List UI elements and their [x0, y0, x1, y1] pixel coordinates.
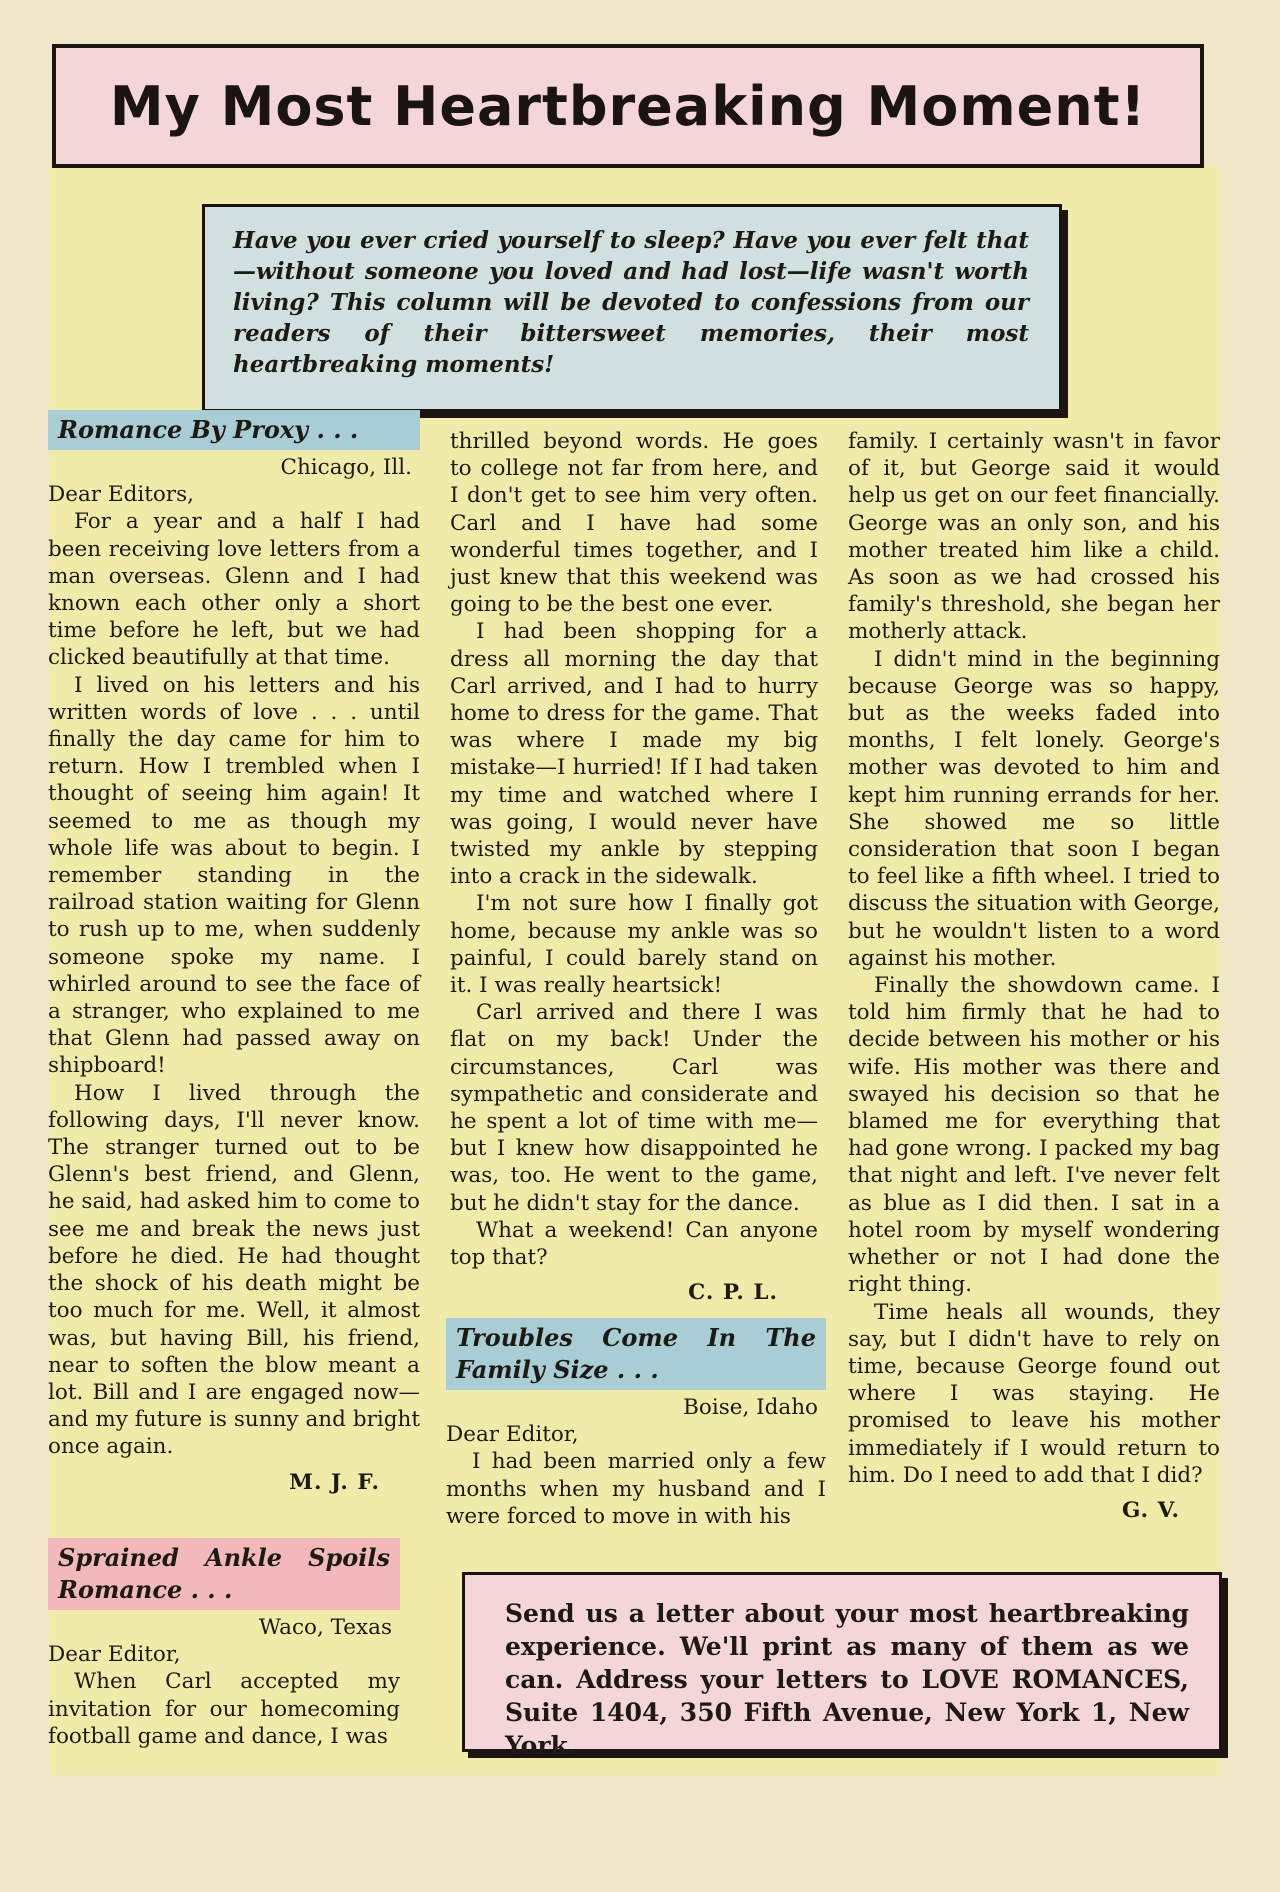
letter3-paragraph: I didn't mind in the beginning because George was so happy, but as the weeks faded into months, I felt lonely. George's mother was devoted to him and kept him running errands for her. She showed me so little consideration that soon I began to feel like a fifth wheel. I tried to discuss the situation with George, but he wouldn't listen to a word against his mother. [848, 646, 1220, 971]
letter1-paragraph: I lived on his letters and his written words of love . . . until finally the day came for him to return. How I trembled when I thought of seeing him again! It seemed to me as though my whole life was about to begin. I remember standing in the railroad station waiting for Glenn to rush up to me, when suddenly someone spoke my name. I whirled around to see the face of a stranger, who explained to me that Glenn had passed away on shipboard! [48, 672, 420, 1079]
submission-box [462, 1572, 1222, 1760]
column-1 [48, 410, 420, 1496]
letter2-paragraph: I'm not sure how I finally got home, because my ankle was so painful, I could barely stand on it. I was really heartsick! [450, 891, 818, 999]
letter2-paragraph: I had been shopping for a dress all morning the day that Carl arrived, and I had to hurry home to dress for the game. That was where I made my big mistake—I hurried! If I had taken my time and watched where I was going, I would never have twisted my ankle by stepping into a crack in the sidewalk. [450, 619, 818, 890]
column-2 [450, 428, 818, 1307]
letter1-place: Chicago, Ill. [280, 455, 412, 480]
letter2-start [48, 1538, 400, 1750]
letter2-place: Waco, Texas [258, 1615, 392, 1640]
page-title: My Most Heartbreaking Moment! [109, 74, 1147, 138]
letter2-salutation: Dear Editor, [48, 1642, 181, 1668]
title-banner [52, 44, 1204, 168]
letter3-place: Boise, Idaho [683, 1395, 818, 1420]
intro-box [202, 204, 1062, 412]
letter3-signature: G. V. [1122, 1497, 1180, 1523]
letter3-heading: Troubles Come In The Family Size . . . [446, 1318, 826, 1390]
letter1-signature: M. J. F. [289, 1469, 380, 1495]
letter2-heading: Sprained Ankle Spoils Romance . . . [48, 1538, 400, 1610]
submission-text: Send us a letter about your most heartbreaking experience. We'll print as many of them as we can. Address your letters to LOVE ROMANCES, Suite 1404, 350 Fifth Avenue, New York 1, New York. [505, 1599, 1189, 1760]
letter2-paragraph: What a weekend! Can anyone top that? [450, 1217, 818, 1271]
letter3-paragraph: Time heals all wounds, they say, but I didn't have to rely on time, because George found out where I was staying. He promised to leave his mother immediately if I would return to him. Do I need to add that I did? [848, 1299, 1220, 1488]
letter2-signature: C. P. L. [688, 1280, 778, 1306]
letter2-paragraph: Carl arrived and there I was flat on my back! Under the circumstances, Carl was sympathetic and considerate and he spent a lot of time with me—but I knew how disappointed he was, too. He went to the game, but he didn't stay for the dance. [450, 1000, 818, 1216]
letter3-salutation: Dear Editor, [446, 1422, 579, 1448]
letter1-paragraph: How I lived through the following days, I'll never know. The stranger turned out to be Glenn's best friend, and Glenn, he said, had asked him to come to see me and break the news just before he died. He had thought the shock of his death might be too much for me. Well, it almost was, but having Bill, his friend, near to soften the blow meant a lot. Bill and I are engaged now—and my future is sunny and bright once again. [48, 1080, 420, 1460]
letter3-paragraph: family. I certainly wasn't in favor of it, but George said it would help us get on our feet financially. George was an only son, and his mother treated him like a child. As soon as we had crossed his family's threshold, she began her motherly attack. [848, 429, 1220, 645]
letter3-paragraph: I had been married only a few months when my husband and I were forced to move in with his [446, 1449, 826, 1529]
letter3-paragraph: Finally the showdown came. I told him firmly that he had to decide between his mother or his wife. His mother was there and swayed his decision so that he blamed me for everything that had gone wrong. I packed my bag that night and left. I've never felt as blue as I did then. I sat in a hotel room by myself wondering whether or not I had done the right thing. [848, 973, 1220, 1298]
letter1-salutation: Dear Editors, [48, 482, 194, 508]
letter2-paragraph: When Carl accepted my invitation for our homecoming football game and dance, I was [48, 1669, 400, 1749]
intro-text: Have you ever cried yourself to sleep? Have you ever felt that—without someone you loved and had lost—life wasn't worth living? This column will be devoted to confessions from our readers of their bittersweet memories, their most heartbreaking moments! [233, 227, 1029, 378]
letter1-heading: Romance By Proxy . . . [48, 410, 420, 450]
letter1-paragraph: For a year and a half I had been receiving love letters from a man overseas. Glenn and I had known each other only a short time before he left, but we had clicked beautifully at that time. [48, 509, 420, 671]
letter3-start [446, 1318, 826, 1530]
column-3 [848, 428, 1220, 1524]
letter2-paragraph: thrilled beyond words. He goes to college not far from here, and I don't get to see him very often. Carl and I have had some wonderful times together, and I just knew that this weekend was going to be the best one ever. [450, 429, 818, 618]
